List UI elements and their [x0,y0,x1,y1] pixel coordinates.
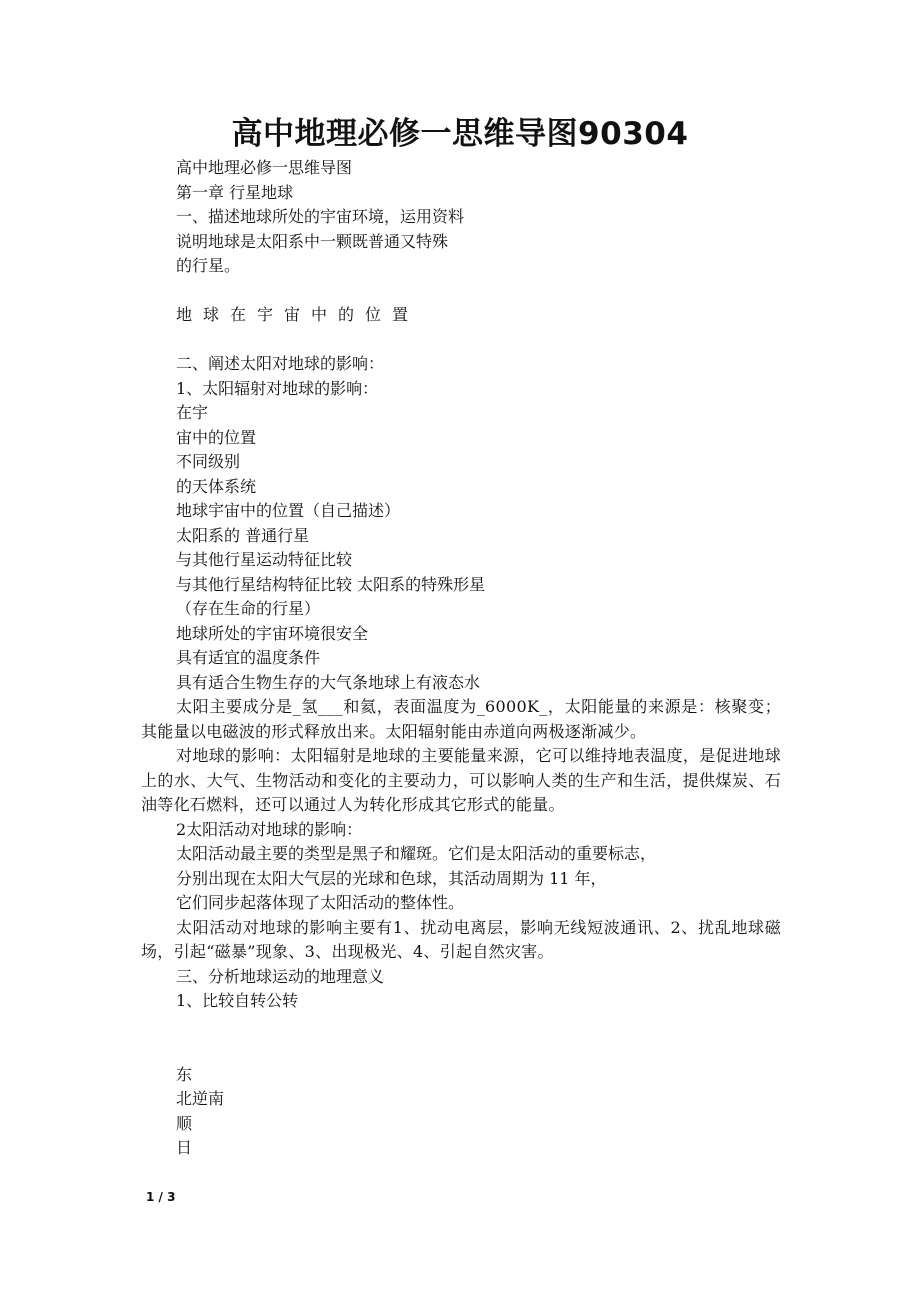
paragraph-solar-composition: 太阳主要成分是_氢___和氦，表面温度为_6000K_，太阳能量的来源是：核聚变；其能量以电磁波的形式释放出来。太阳辐射能由赤道向两极逐渐减少。 [141,697,781,741]
document-title: 高中地理必修一思维导图90304 [231,116,689,152]
subsection-heading: 1、比较自转公转 [176,991,299,1010]
text-line: 具有适合生物生存的大气条地球上有液态水 [176,672,481,692]
text-line: 不同级别 [176,452,241,471]
blank-line [141,279,781,304]
subsection-heading: 2太阳活动对地球的影响： [176,819,363,839]
text-line: 它们同步起落体现了太阳活动的整体性。 [176,893,465,912]
text-line: 东 [176,1064,193,1084]
text-line: 太阳系的 普通行星 [176,525,310,545]
page-number: 1 / 3 [146,1190,176,1204]
section-heading: 三、分析地球运动的地理意义 [176,966,385,986]
text-line: 具有适宜的温度条件 [176,648,321,667]
text-line: 顺 [176,1113,193,1133]
text-line: 分别出现在太阳大气层的光球和色球，其活动周期为 11 年， [176,868,607,888]
text-line: 与其他行星结构特征比较 太阳系的特殊形星 [176,574,486,594]
text-line: 说明地球是太阳系中一颗既普通又特殊 [176,231,449,251]
blank-line [141,328,781,353]
section-heading: 二、阐述太阳对地球的影响： [176,354,385,373]
paragraph-solar-activity-effects: 太阳活动对地球的影响主要有1、扰动电离层，影响无线短波通讯、2、扰乱地球磁场，引起“磁暴”现象、3、出现极光、4、引起自然灾害。 [141,917,781,961]
text-line: 高中地理必修一思维导图 [176,158,353,177]
text-line: 太阳活动最主要的类型是黑子和耀斑。它们是太阳活动的重要标志， [176,844,657,863]
text-line: （存在生命的行星） [176,599,321,618]
paragraph-solar-radiation-effects: 对地球的影响：太阳辐射是地球的主要能量来源，它可以维持地表温度，是促进地球上的水、大气、生物活动和变化的主要动力，可以影响人类的生产和生活，提供煤炭、石油等化石燃料，还可以通过人为转化形成其它形式的能量。 [141,746,781,814]
chapter-heading: 第一章 行星地球 [176,182,294,202]
text-line: 与其他行星运动特征比较 [176,550,353,569]
text-line: 的行星。 [176,256,241,275]
text-line: 地球宇宙中的位置（自己描述） [176,501,401,520]
blank-gap [141,1014,781,1063]
subsection-heading: 1、太阳辐射对地球的影响： [176,378,379,398]
text-line: 北逆南 [176,1089,225,1108]
text-line: 宙中的位置 [176,427,257,447]
text-line: 一、描述地球所处的宇宙环境，运用资料 [176,207,465,226]
text-line: 的天体系统 [176,476,257,496]
mindmap-node-title: 地球在宇宙中的位置 [176,305,420,324]
text-line: 日 [176,1138,193,1157]
text-line: 地球所处的宇宙环境很安全 [176,623,369,643]
document-body [141,156,781,1161]
text-line: 在宇 [176,403,209,422]
